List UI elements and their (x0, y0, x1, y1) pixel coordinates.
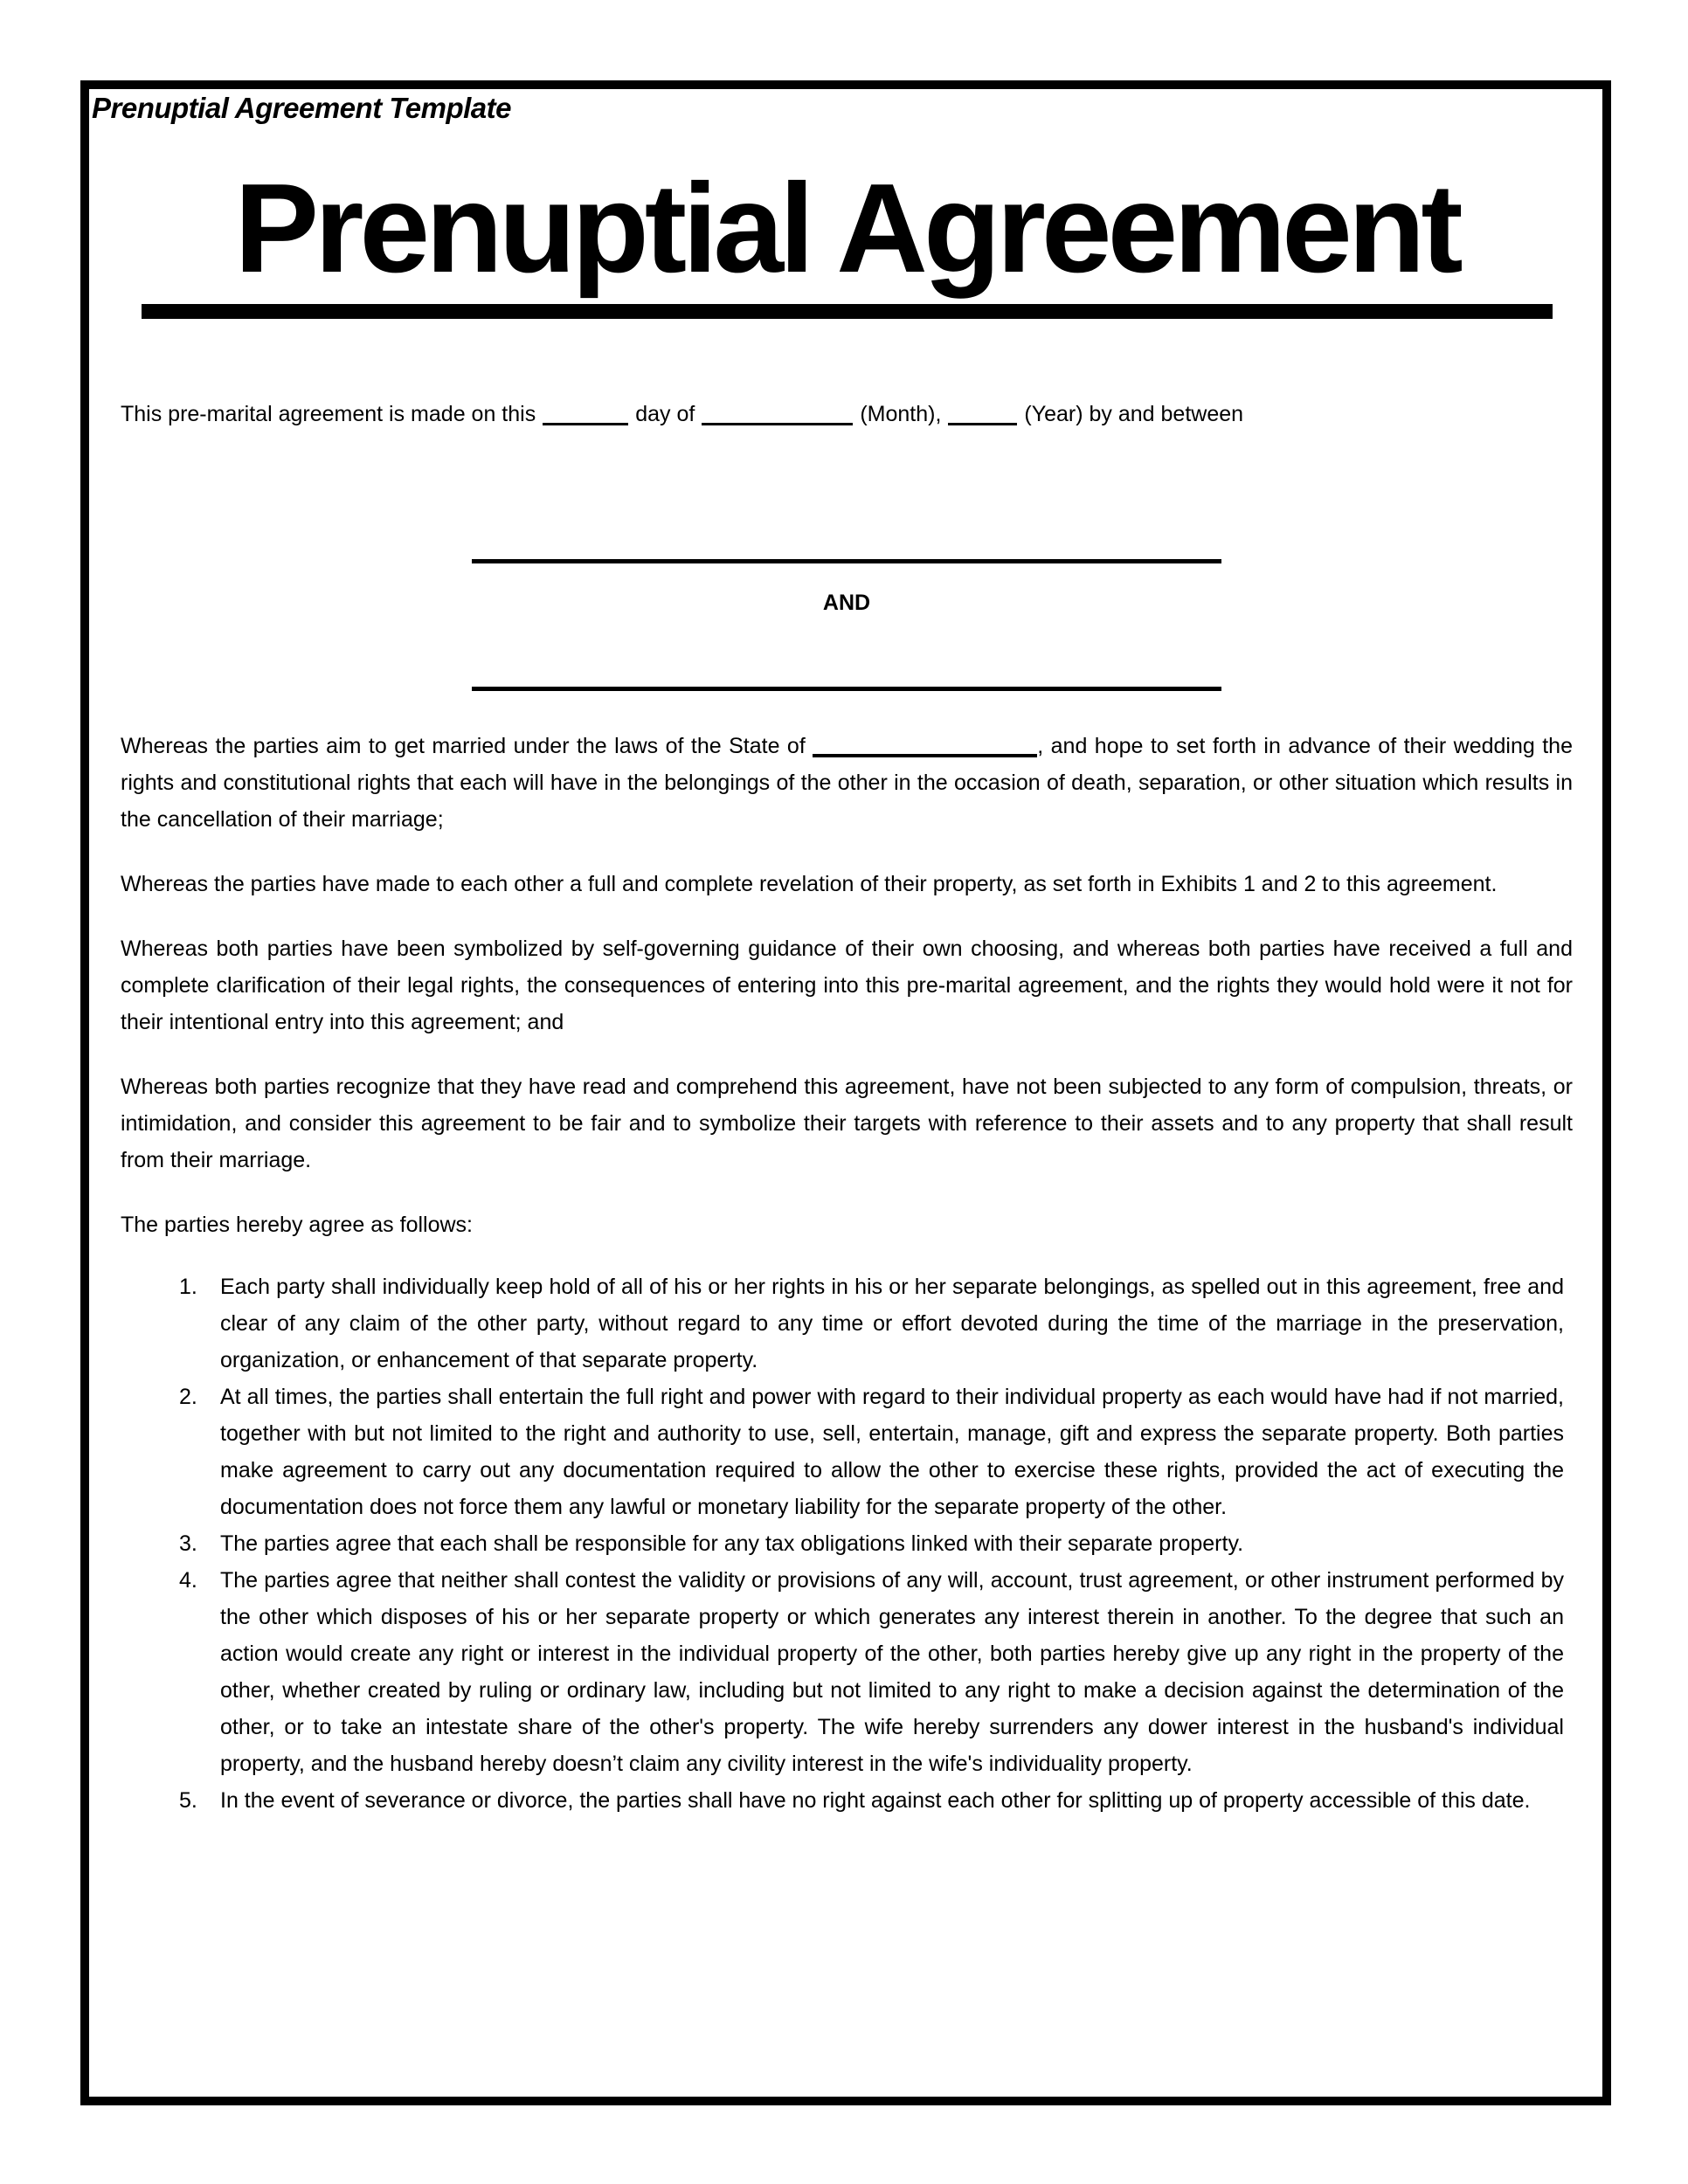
template-label: Prenuptial Agreement Template (92, 92, 512, 124)
clause-number-4: 4. (179, 1567, 197, 1593)
and-label: AND (822, 590, 871, 615)
intro-text-4: (Year) by and between (1024, 401, 1244, 426)
clause-item-3 (121, 1525, 1573, 1562)
clause-text-1: Each party shall individually keep hold of all of his or her rights in his or her separate belongings, as spelled out in this agreement, free and clear of any claim of the other party, without regard to any time or effort devoted during the time of the marriage in the preservation, organization, or enhancement of that separate property. (220, 1274, 1564, 1372)
party-one-signature-line[interactable] (472, 559, 1221, 563)
clause-item-4 (121, 1562, 1573, 1782)
document-page (80, 80, 1611, 2105)
clause-text-4: The parties agree that neither shall contest the validity or provisions of any will, account, trust agreement, or other instrument performed by the other which disposes of his or her separate property or which generates any interest therein in another. To the degree that such an action would create any right or interest in the individual property of the other, both parties hereby give up any right in the property of the other, whether created by ruling or ordinary law, including but not limited to any right to make a decision against the determination of the other, or to take an intestate share of the other's property. The wife hereby surrenders any dower interest in the husband's individual property, and the husband hereby doesn’t claim any civility interest in the wife's individuality property. (220, 1567, 1564, 1776)
title-underline (142, 304, 1553, 319)
intro-text-1: This pre-marital agreement is made on this (121, 401, 536, 426)
state-blank-field[interactable] (813, 749, 1037, 757)
month-blank-field[interactable] (702, 418, 853, 425)
intro-text-2: day of (635, 401, 695, 426)
clause-item-5 (121, 1782, 1573, 1819)
party-two-signature-line[interactable] (472, 687, 1221, 691)
whereas-1-before-blank: Whereas the parties aim to get married under the laws of the State of (121, 733, 806, 758)
whereas-paragraph-3: Whereas both parties have been symbolized by self-governing guidance of their own choosing, and whereas both parties have received a full and complete clarification of their legal rights, the consequences of entering into this pre-marital agreement, and the rights they would hold were it not for their intentional entry into this agreement; and (121, 936, 1573, 1034)
day-blank-field[interactable] (543, 418, 628, 425)
whereas-paragraph-2: Whereas the parties have made to each other a full and complete revelation of their property, as set forth in Exhibits 1 and 2 to this agreement. (121, 871, 1498, 896)
clause-number-2: 2. (179, 1384, 197, 1409)
whereas-1-after-blank: , and hope to set forth in advance of their wedding the rights and constitutional rights that each will have in the belongings of the other in the occasion of death, separation, or other situation which results in the cancellation of their marriage; (121, 733, 1573, 832)
clause-text-5: In the event of severance or divorce, the parties shall have no right against each other for splitting up of property accessible of this date. (220, 1787, 1531, 1813)
clause-number-5: 5. (179, 1787, 197, 1813)
intro-line (121, 396, 1573, 432)
year-blank-field[interactable] (948, 418, 1017, 425)
clause-item-2 (121, 1379, 1573, 1525)
clause-text-2: At all times, the parties shall entertain the full right and power with regard to their individual property as each would have had if not married, together with but not limited to the right and authority to use, sell, entertain, manage, gift and express the separate property. Both parties make agreement to carry out any documentation required to allow the other to exercise these rights, provided the act of executing the documentation does not force them any lawful or monetary liability for the separate property of the other. (220, 1384, 1564, 1519)
intro-text-3: (Month), (860, 401, 942, 426)
whereas-paragraph-1 (121, 728, 1573, 838)
clause-list (121, 1268, 1573, 1819)
document-title: Prenuptial Agreement (234, 157, 1459, 299)
clause-number-3: 3. (179, 1531, 197, 1556)
agree-lead: The parties hereby agree as follows: (121, 1212, 473, 1237)
whereas-paragraph-4: Whereas both parties recognize that they have read and comprehend this agreement, have not been subjected to any form of compulsion, threats, or intimidation, and consider this agreement to be fair and to symbolize their targets with reference to their assets and to any property that shall result from their marriage. (121, 1074, 1573, 1172)
clause-item-1 (121, 1268, 1573, 1379)
clause-number-1: 1. (179, 1274, 197, 1299)
clause-text-3: The parties agree that each shall be responsible for any tax obligations linked with their separate property. (220, 1531, 1244, 1556)
